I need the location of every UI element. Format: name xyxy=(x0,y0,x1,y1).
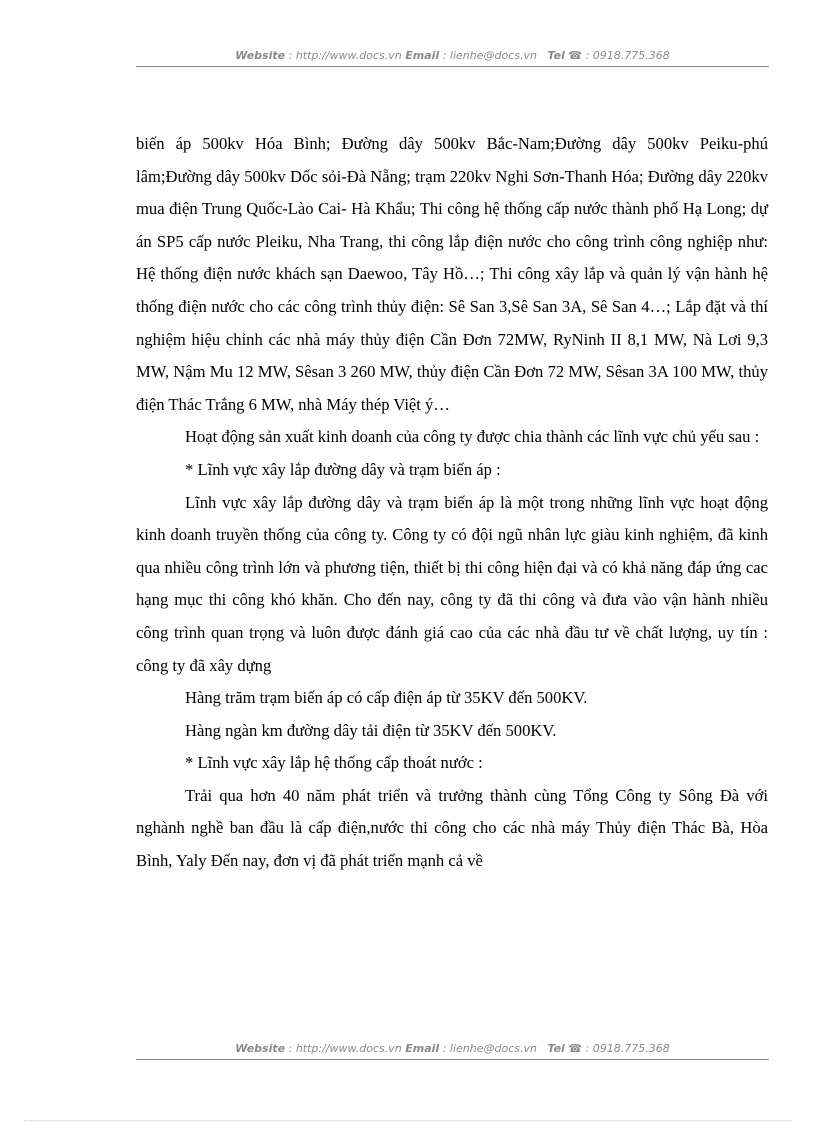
email-link[interactable]: lienhe@docs.vn xyxy=(449,1042,537,1055)
tel-separator: : xyxy=(582,49,593,62)
paragraph-lines: Lĩnh vực xây lắp đường dây và trạm biến áp là một trong những lĩnh vực hoạt động kinh doanh truyền thống của công ty. Công ty có đội ngũ nhân lực giàu kinh nghiệm, đã kinh qua nhiều công trình lớn và phương tiện, thiết bị thi công hiện đại và có khả năng đáp ứng cac hạng mục thi công khó khăn. Cho đến nay, công ty đã thi công và đưa vào vận hành nhiều công trình quan trọng và luôn được đánh giá cao của các nhà đầu tư về chất lượng, uy tín : công ty đã xây dựng xyxy=(136,492,768,675)
tel-label: Tel xyxy=(547,49,565,62)
email-label: Email xyxy=(405,49,440,62)
document-body xyxy=(136,128,768,878)
tel-number: 0918.775.368 xyxy=(592,1042,670,1055)
tel-number: 0918.775.368 xyxy=(592,49,670,62)
list-item-lines: Hàng ngàn km đường dây tải điện từ 35KV đến 500KV. xyxy=(185,720,557,740)
paragraph-water: Trải qua hơn 40 năm phát triển và trưởng thành cùng Tổng Công ty Sông Đà với nghành nghề ban đầu là cấp điện,nước thi công cho các nhà máy Thủy điện Thác Bà, Hòa Bình, Yaly Đến nay, đơn vị đã phát triển mạnh cả về xyxy=(136,785,768,871)
email-label: Email xyxy=(405,1042,440,1055)
page-footer xyxy=(136,1042,769,1060)
website-separator: : xyxy=(285,49,296,62)
tel-separator: : xyxy=(582,1042,593,1055)
phone-icon: ☎ xyxy=(568,49,583,62)
website-separator: : xyxy=(285,1042,296,1055)
paragraph-intro: Hoạt động sản xuất kinh doanh của công ty được chia thành các lĩnh vực chủ yếu sau : xyxy=(185,427,760,447)
page-bottom-divider xyxy=(24,1120,792,1121)
email-separator: : xyxy=(439,49,450,62)
section-heading-lines: * Lĩnh vực xây lắp đường dây và trạm biến áp : xyxy=(185,459,501,479)
list-item-stations: Hàng trăm trạm biến áp có cấp điện áp từ 35KV đến 500KV. xyxy=(185,688,588,708)
email-link[interactable]: lienhe@docs.vn xyxy=(449,49,537,62)
email-separator: : xyxy=(439,1042,450,1055)
website-label: Website xyxy=(235,49,286,62)
page-header xyxy=(136,49,769,67)
website-label: Website xyxy=(235,1042,286,1055)
tel-label: Tel xyxy=(547,1042,565,1055)
paragraph-continuation: biến áp 500kv Hóa Bình; Đường dây 500kv Bắc-Nam;Đường dây 500kv Peiku-phú lâm;Đường dây 500kv Dốc sỏi-Đà Nẵng; trạm 220kv Nghi Sơn-Thanh Hóa; Đường dây 220kv mua điện Trung Quốc-Lào Cai- Hà Khẩu; Thi công hệ thống cấp nước thành phố Hạ Long; dự án SP5 cấp nước Pleiku, Nha Trang, thi công lắp điện nước cho công trình công nghiệp như: Hệ thống điện nước khách sạn Daewoo, Tây Hồ…; Thi công xây lắp và quản lý vận hành hệ thống điện nước cho các công trình thủy điện: Sê San 3,Sê San 3A, Sê San 4…; Lắp đặt và thí nghiệm hiệu chỉnh các nhà máy thủy điện Cần Đơn 72MW, RyNinh II 8,1 MW, Nà Lơi 9,3 MW, Nậm Mu 12 MW, Sêsan 3 260 MW, thủy điện Cần Đơn 72 MW, Sêsan 3A 100 MW, thủy điện Thác Trắng 6 MW, nhà Máy thép Việt ý… xyxy=(136,134,768,414)
website-link[interactable]: http://www.docs.vn xyxy=(295,49,402,62)
section-heading-water: * Lĩnh vực xây lắp hệ thống cấp thoát nước : xyxy=(185,753,483,773)
website-link[interactable]: http://www.docs.vn xyxy=(295,1042,402,1055)
phone-icon: ☎ xyxy=(568,1042,583,1055)
